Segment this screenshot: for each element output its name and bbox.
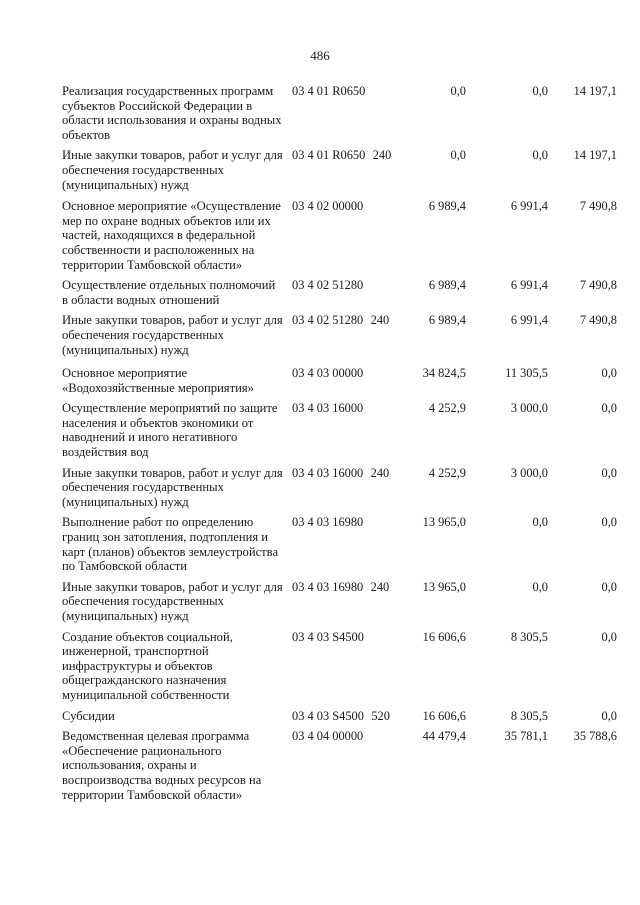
- row-value-1: 6 989,4: [428, 199, 466, 214]
- row-name: Ведомственная целевая программа «Обеспечение рационального использования, охраны и воспроизводства водных ресурсов на территории Тамбовской области»: [62, 729, 262, 802]
- row-value-2: 3 000,0: [510, 465, 548, 480]
- row-name: Выполнение работ по определению границ зон затопления, подтопления и карт (планов) объектов землеустройства по Тамбовской области: [62, 515, 279, 574]
- target-code: 03 4 02 00000: [292, 199, 364, 214]
- expense-type-code: 240: [370, 313, 390, 328]
- row-name: Реализация государственных программ субъектов Российской Федерации в области использования и охраны водных объектов: [62, 84, 282, 142]
- row-value-1: 0,0: [450, 148, 466, 163]
- row-code: [292, 366, 412, 381]
- row-code: [292, 199, 412, 214]
- row-value-2: 8 305,5: [510, 629, 548, 644]
- row-code: [292, 580, 412, 595]
- row-value-3: 35 788,6: [573, 729, 617, 744]
- row-value-1: 16 606,6: [422, 708, 466, 723]
- target-code: 03 4 02 51280: [292, 278, 364, 293]
- row-name: Осуществление отдельных полномочий в области водных отношений: [62, 278, 276, 307]
- row-value-3: 7 490,8: [579, 199, 617, 214]
- row-code: [292, 466, 412, 481]
- row-name: Иные закупки товаров, работ и услуг для обеспечения государственных (муниципальных) нужд: [62, 579, 283, 623]
- row-value-1: 0,0: [450, 84, 466, 98]
- target-code: 03 4 03 S4500: [292, 708, 364, 723]
- row-value-2: 35 781,1: [504, 729, 548, 744]
- expense-type-code: 520: [371, 708, 390, 723]
- row-name: Основное мероприятие «Осуществление мер по охране водных объектов или их частей, находящихся в федеральной собственности и расположенных на территории Тамбовской области»: [62, 199, 281, 272]
- row-code: [292, 515, 412, 530]
- target-code: 03 4 03 16000: [292, 465, 364, 480]
- row-value-1: 13 965,0: [422, 515, 466, 530]
- row-value-1: 34 824,5: [422, 366, 466, 381]
- row-code: [292, 401, 412, 416]
- expense-type-code: 240: [372, 148, 392, 163]
- target-code: 03 4 01 R0650: [292, 84, 366, 98]
- row-value-2: 6 991,4: [510, 313, 548, 328]
- row-value-2: 0,0: [532, 84, 548, 98]
- row-value-1: 13 965,0: [422, 579, 466, 594]
- row-value-2: 3 000,0: [510, 401, 548, 416]
- budget-table: [62, 84, 622, 802]
- row-value-2: 11 305,5: [505, 366, 548, 381]
- row-name: Субсидии: [62, 708, 115, 723]
- row-value-3: 0,0: [601, 515, 617, 530]
- expense-type-code: 240: [370, 465, 390, 480]
- table-row: [62, 313, 622, 357]
- row-value-3: 0,0: [601, 708, 617, 723]
- row-value-3: 14 197,1: [573, 84, 617, 98]
- page-number: 486: [310, 48, 330, 63]
- row-value-3: 7 490,8: [579, 278, 617, 293]
- row-code: [292, 729, 412, 744]
- table-row: [62, 278, 622, 307]
- table-row: [62, 199, 622, 272]
- row-code: [292, 709, 412, 724]
- table-row: [62, 366, 622, 395]
- row-value-1: 16 606,6: [422, 629, 466, 644]
- row-value-3: 0,0: [601, 629, 617, 644]
- row-value-2: 0,0: [532, 579, 548, 594]
- table-row: [62, 84, 622, 142]
- row-value-3: 14 197,1: [573, 148, 617, 163]
- target-code: 03 4 02 51280: [292, 313, 364, 328]
- row-value-3: 0,0: [601, 579, 617, 594]
- row-value-1: 6 989,4: [428, 278, 466, 293]
- table-row: [62, 466, 622, 510]
- table-row: [62, 709, 622, 724]
- row-value-1: 4 252,9: [428, 401, 466, 416]
- table-row: [62, 401, 622, 459]
- target-code: 03 4 03 16000: [292, 401, 364, 416]
- row-value-3: 0,0: [601, 401, 617, 416]
- row-value-3: 0,0: [601, 366, 617, 381]
- row-name: Иные закупки товаров, работ и услуг для обеспечения государственных (муниципальных) нужд: [62, 465, 283, 509]
- target-code: 03 4 03 16980: [292, 515, 364, 530]
- target-code: 03 4 04 00000: [292, 729, 364, 744]
- table-row: [62, 515, 622, 573]
- row-code: [292, 313, 412, 328]
- expense-type-code: 240: [370, 579, 390, 594]
- row-value-2: 6 991,4: [510, 199, 548, 214]
- table-row: [62, 729, 622, 802]
- row-value-1: 4 252,9: [428, 465, 466, 480]
- row-code: [292, 84, 412, 99]
- row-value-2: 0,0: [532, 515, 548, 530]
- row-name: Создание объектов социальной, инженерной, транспортной инфраструктуры и объектов общегражданского назначения муниципальной собственности: [62, 629, 233, 702]
- row-name: Иные закупки товаров, работ и услуг для обеспечения государственных (муниципальных) нужд: [62, 313, 283, 357]
- row-value-2: 0,0: [532, 148, 548, 163]
- target-code: 03 4 03 16980: [292, 579, 364, 594]
- target-code: 03 4 03 00000: [292, 366, 364, 381]
- row-name: Осуществление мероприятий по защите населения и объектов экономики от наводнений и иного негативного воздействия вод: [62, 401, 278, 460]
- row-code: [292, 630, 412, 645]
- row-value-1: 6 989,4: [428, 313, 466, 328]
- table-row: [62, 148, 622, 192]
- row-code: [292, 148, 412, 163]
- row-value-1: 44 479,4: [422, 729, 466, 744]
- row-value-2: 8 305,5: [510, 708, 548, 723]
- row-value-2: 6 991,4: [510, 278, 548, 293]
- row-code: [292, 278, 412, 293]
- table-row: [62, 580, 622, 624]
- row-value-3: 7 490,8: [579, 313, 617, 328]
- table-row: [62, 630, 622, 703]
- target-code: 03 4 03 S4500: [292, 629, 364, 644]
- target-code: 03 4 01 R0650: [292, 148, 366, 163]
- row-name: Основное мероприятие «Водохозяйственные мероприятия»: [62, 366, 254, 395]
- row-value-3: 0,0: [601, 465, 617, 480]
- row-name: Иные закупки товаров, работ и услуг для обеспечения государственных (муниципальных) нужд: [62, 148, 283, 192]
